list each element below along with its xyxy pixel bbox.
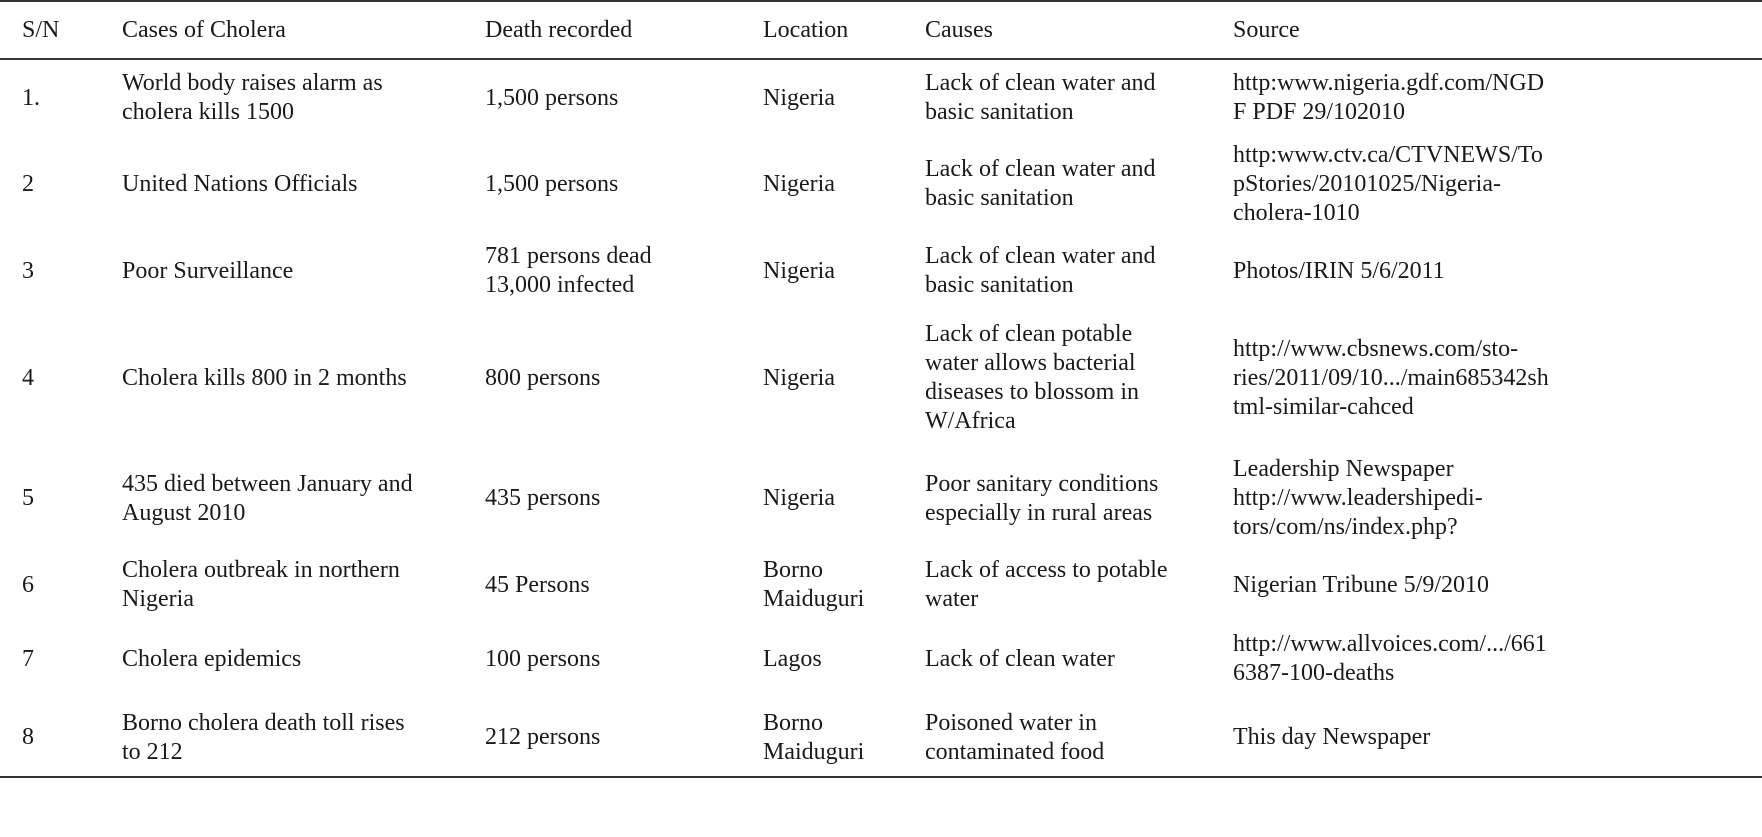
cell-source: http://www.cbsnews.com/sto- ries/2011/09/10.../main685342sh tml-similar-cahced bbox=[1233, 335, 1549, 420]
table-row bbox=[0, 136, 1762, 232]
cell-deaths: 781 persons dead 13,000 infected bbox=[485, 243, 652, 298]
table-header bbox=[0, 1, 1762, 59]
cell-source: This day Newspaper bbox=[1233, 699, 1762, 777]
cell-causes: Lack of clean potable water allows bacterial diseases to blossom in W/Africa bbox=[925, 321, 1139, 434]
cell-sn: 4 bbox=[22, 364, 34, 391]
cell-deaths: 212 persons bbox=[485, 699, 763, 777]
header-source: Source bbox=[1233, 1, 1762, 59]
cell-source: http:www.nigeria.gdf.com/NGD F PDF 29/102010 bbox=[1233, 70, 1545, 125]
table-row bbox=[0, 619, 1762, 699]
cell-sn: 8 bbox=[0, 699, 122, 777]
cell-deaths: 435 persons bbox=[485, 485, 601, 511]
cell-case: Cholera kills 800 in 2 months bbox=[122, 364, 407, 391]
header-causes: Causes bbox=[925, 1, 1233, 59]
cell-causes: Lack of access to potable water bbox=[925, 557, 1168, 612]
cell-location: Nigeria bbox=[763, 84, 835, 111]
cell-sn: 2 bbox=[22, 170, 34, 197]
header-location: Location bbox=[763, 1, 925, 59]
cell-causes: Lack of clean water and basic sanitation bbox=[925, 70, 1156, 125]
table-row bbox=[0, 446, 1762, 551]
header-deaths: Death recorded bbox=[485, 1, 763, 59]
cell-case: Cholera outbreak in northern Nigeria bbox=[122, 557, 400, 612]
cell-source: Nigerian Tribune 5/9/2010 bbox=[1233, 571, 1489, 598]
cell-sn: 1. bbox=[22, 84, 40, 111]
cell-location: Nigeria bbox=[763, 485, 835, 511]
cell-source: http:www.ctv.ca/CTVNEWS/To pStories/20101025/Nigeria- cholera-1010 bbox=[1233, 141, 1543, 226]
cell-sn: 3 bbox=[22, 257, 34, 284]
cell-deaths: 45 Persons bbox=[485, 571, 590, 598]
cell-deaths: 1,500 persons bbox=[485, 84, 619, 111]
cell-case: Cholera epidemics bbox=[122, 645, 302, 672]
cell-causes: Lack of clean water and basic sanitation bbox=[925, 156, 1156, 211]
cell-causes: Lack of clean water and basic sanitation bbox=[925, 243, 1156, 298]
cell-sn: 6 bbox=[22, 571, 34, 598]
table-row bbox=[0, 232, 1762, 310]
header-cases: Cases of Cholera bbox=[122, 1, 485, 59]
cell-location: Nigeria bbox=[763, 170, 835, 197]
cell-location: Borno Maiduguri bbox=[763, 699, 925, 777]
cell-sn: 5 bbox=[22, 485, 34, 511]
cell-case: United Nations Officials bbox=[122, 170, 358, 197]
table-row bbox=[0, 59, 1762, 136]
cell-source: Leadership Newspaper http://www.leadershipedi- tors/com/ns/index.php? bbox=[1233, 456, 1483, 540]
cell-case: 435 died between January and August 2010 bbox=[122, 470, 413, 526]
header-row bbox=[0, 1, 1762, 59]
cell-deaths: 100 persons bbox=[485, 645, 601, 672]
cell-location: Borno Maiduguri bbox=[763, 557, 865, 612]
table-body bbox=[0, 59, 1762, 777]
cell-source: http://www.allvoices.com/.../661 6387-100-deaths bbox=[1233, 631, 1547, 686]
table-row bbox=[0, 310, 1762, 446]
cell-causes: Lack of clean water bbox=[925, 645, 1115, 672]
cell-location: Nigeria bbox=[763, 257, 835, 284]
cell-deaths: 800 persons bbox=[485, 364, 601, 391]
cell-case: World body raises alarm as cholera kills 1500 bbox=[122, 70, 383, 125]
cell-causes: Poisoned water in contaminated food bbox=[925, 699, 1233, 777]
cell-location: Lagos bbox=[763, 645, 822, 672]
cell-sn: 7 bbox=[22, 645, 34, 672]
cell-case: Borno cholera death toll rises to 212 bbox=[122, 699, 485, 777]
table-row bbox=[0, 551, 1762, 619]
cell-deaths: 1,500 persons bbox=[485, 170, 619, 197]
cell-source: Photos/IRIN 5/6/2011 bbox=[1233, 257, 1445, 284]
cell-case: Poor Surveillance bbox=[122, 257, 294, 284]
cell-location: Nigeria bbox=[763, 364, 835, 391]
header-sn: S/N bbox=[0, 1, 122, 59]
cell-causes: Poor sanitary conditions especially in rural areas bbox=[925, 470, 1159, 526]
table-row bbox=[0, 699, 1762, 777]
